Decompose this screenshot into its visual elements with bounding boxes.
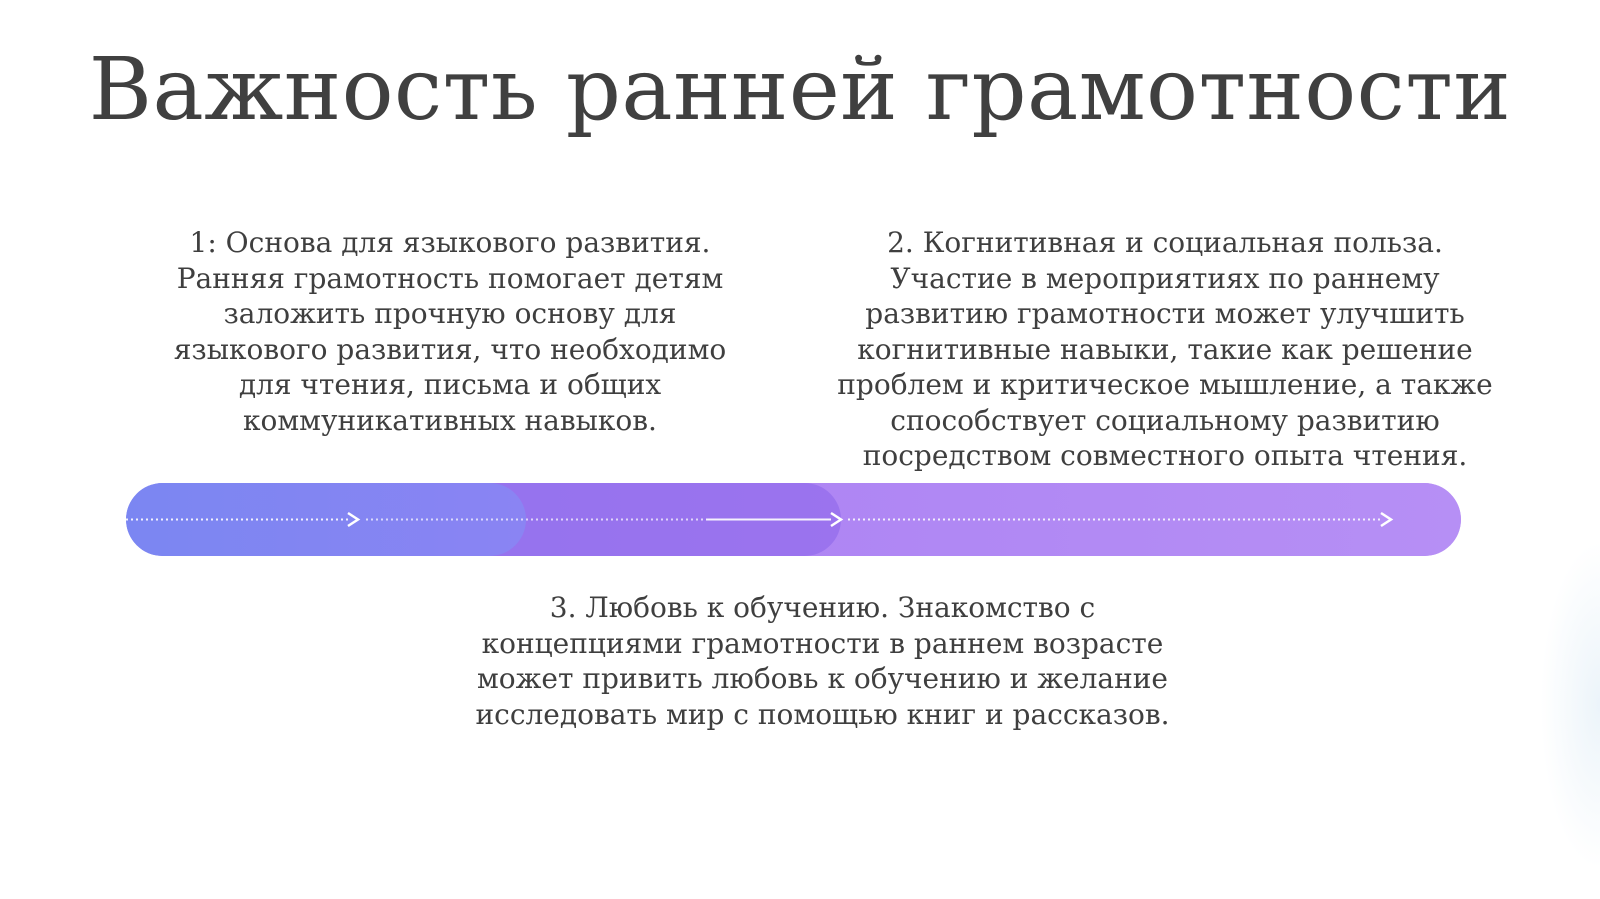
timeline-bar [126, 483, 1461, 556]
point-3-text: 3. Любовь к обучению. Знакомство с концепциями грамотности в раннем возрасте может привить любовь к обучению и желание исследовать мир с помощью книг и рассказов. [475, 591, 1170, 731]
point-2-text: 2. Когнитивная и социальная польза. Участие в мероприятиях по раннему развитию грамотности может улучшить когнитивные навыки, такие как решение проблем и критическое мышление, а также способствует социальному развитию посредством совместного опыта чтения. [837, 226, 1493, 472]
arrow-3-icon [1381, 513, 1391, 526]
arrow-1-icon [348, 513, 358, 526]
background-glow [1540, 540, 1600, 870]
page-title: Важность ранней грамотности [88, 40, 1512, 140]
point-1-text: 1: Основа для языкового развития. Ранняя грамотность помогает детям заложить прочную основу для языкового развития, что необходимо для чтения, письма и общих коммуникативных навыков. [173, 226, 727, 437]
arrow-2-icon [831, 513, 841, 526]
timeline-arrows [126, 483, 1461, 556]
